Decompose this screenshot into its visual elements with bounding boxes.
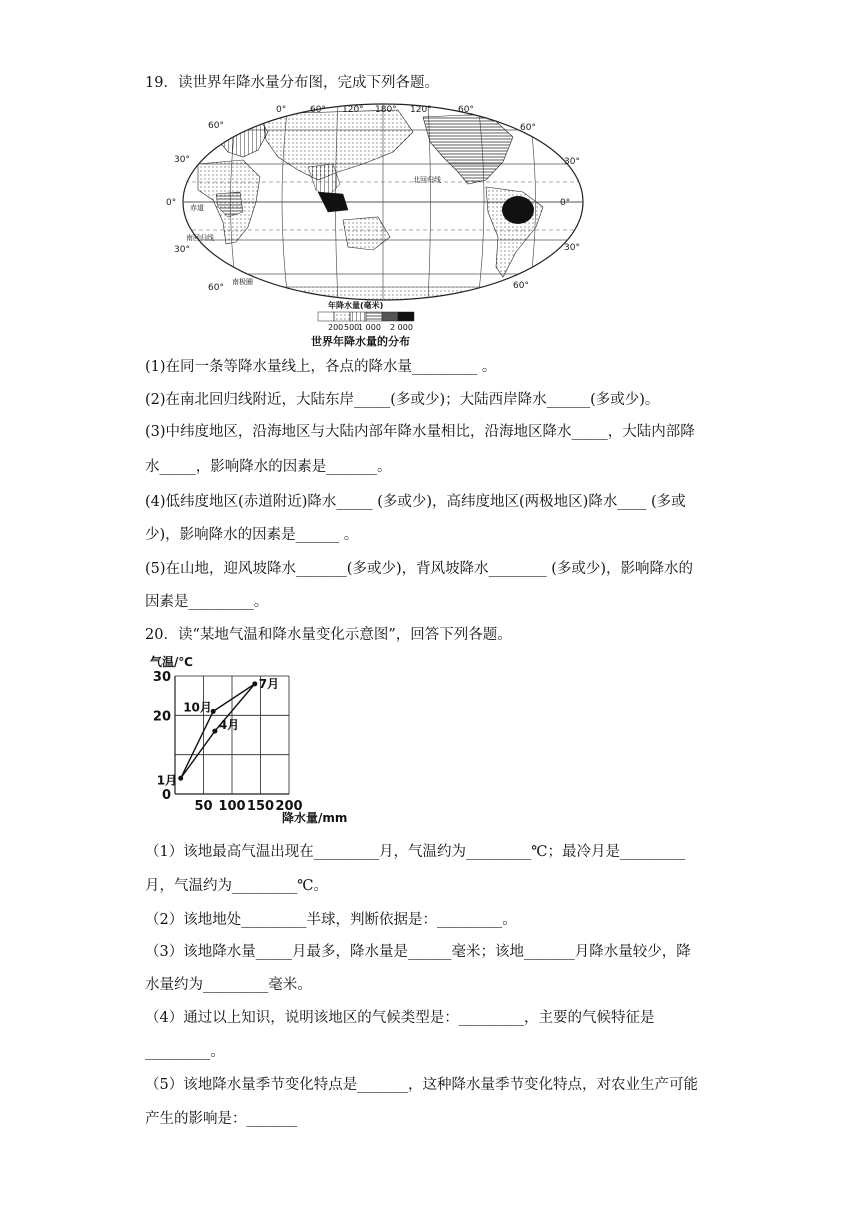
month-point — [252, 681, 257, 686]
svg-text:60°: 60° — [513, 281, 529, 291]
svg-text:60°: 60° — [310, 105, 326, 115]
y-tick-label: 20 — [152, 709, 171, 725]
svg-text:30°: 30° — [564, 157, 580, 167]
svg-text:2 000: 2 000 — [390, 323, 413, 332]
svg-text:120°: 120° — [410, 105, 432, 115]
temp-precip-chart — [145, 652, 365, 828]
svg-text:180°: 180° — [375, 105, 397, 115]
south-tropic-label: 南回归线 — [186, 234, 214, 242]
map-svg — [168, 102, 588, 347]
q19-question-2: (2)在南北回归线附近，大陆东岸_____(多或少)；大陆西岸降水______(多或少)。 — [145, 392, 660, 408]
legend-title: 年降水量(毫米) — [328, 301, 384, 310]
q19-title: 19．读世界年降水量分布图，完成下列各题。 — [145, 75, 439, 91]
svg-text:60°: 60° — [520, 123, 536, 133]
q19-question-1: (1)在同一条等降水量线上，各点的降水量_________ 。 — [145, 359, 497, 375]
q20-question-3a: （3）该地降水量_____月最多，降水量是______毫米；该地_______月降水量较少，降 — [145, 944, 691, 960]
y-tick-label: 0 — [161, 788, 171, 803]
svg-text:0°: 0° — [276, 105, 287, 115]
svg-text:30°: 30° — [174, 155, 190, 165]
map-caption: 世界年降水量的分布 — [311, 335, 410, 348]
q20-question-4b: _________。 — [145, 1044, 225, 1060]
chart-grid — [175, 676, 289, 794]
y-tick-label: 30 — [152, 670, 171, 685]
svg-text:120°: 120° — [342, 105, 364, 115]
month-label: 10月 — [183, 700, 212, 715]
x-axis-label: 降水量/mm — [282, 811, 348, 825]
legend-values — [328, 323, 413, 332]
svg-text:60°: 60° — [458, 105, 474, 115]
equator-label: 赤道 — [190, 204, 204, 212]
x-tick-label: 200 — [275, 799, 303, 814]
q19-question-5a: (5)在山地，迎风坡降水_______(多或少)，背风坡降水________ (多或少)，影响降水的 — [145, 561, 694, 577]
q19-question-4b: 少)，影响降水的因素是______ 。 — [145, 527, 359, 543]
month-path-line — [181, 684, 255, 778]
svg-text:60°: 60° — [208, 283, 224, 293]
q20-question-5a: （5）该地降水量季节变化特点是_______，这种降水量季节变化特点，对农业生产可能 — [145, 1077, 698, 1093]
q20-title: 20．读“某地气温和降水量变化示意图”，回答下列各题。 — [145, 627, 512, 643]
chart-path — [181, 684, 255, 778]
x-tick-label: 150 — [246, 799, 275, 814]
q19-question-4a: (4)低纬度地区(赤道附近)降水_____ (多或少)，高纬度地区(两极地区)降水____ (多或 — [145, 494, 686, 510]
q20-question-5b: 产生的影响是：_______ — [145, 1111, 298, 1127]
q20-question-4a: （4）通过以上知识，说明该地区的气候类型是：_________，主要的气候特征是 — [145, 1010, 655, 1026]
svg-text:500: 500 — [344, 323, 360, 332]
svg-text:200: 200 — [328, 323, 344, 332]
precip-legend — [318, 312, 414, 321]
svg-text:60°: 60° — [208, 121, 224, 131]
q19-question-5b: 因素是_________。 — [145, 594, 269, 610]
q19-question-3a: (3)中纬度地区，沿海地区与大陆内部年降水量相比，沿海地区降水_____，大陆内部降 — [145, 424, 695, 440]
x-tick-label: 50 — [194, 799, 213, 814]
q20-question-2: （2）该地地处_________半球，判断依据是：_________。 — [145, 912, 517, 928]
svg-text:30°: 30° — [174, 245, 190, 255]
q20-question-1a: （1）该地最高气温出现在_________月，气温约为_________℃；最冷月是_________ — [145, 844, 686, 860]
month-point — [212, 729, 217, 734]
month-label: 1月 — [156, 773, 178, 788]
month-label: 7月 — [258, 676, 280, 691]
antarctic-label: 南极圈 — [232, 278, 253, 286]
q20-question-3b: 水量约为_________毫米。 — [145, 977, 312, 993]
q20-question-1b: 月，气温约为_________℃。 — [145, 878, 328, 894]
world-precipitation-map — [168, 102, 588, 347]
month-point — [178, 776, 183, 781]
chart-svg — [145, 652, 365, 828]
svg-text:0°: 0° — [166, 198, 177, 208]
y-axis-label: 气温/℃ — [150, 655, 193, 669]
svg-text:0°: 0° — [560, 198, 571, 208]
svg-text:30°: 30° — [564, 243, 580, 253]
x-tick-label: 100 — [218, 799, 246, 814]
north-tropic-label: 北回归线 — [413, 176, 441, 184]
q19-question-3b: 水_____，影响降水的因素是_______。 — [145, 459, 392, 475]
svg-text:1 000: 1 000 — [358, 323, 381, 332]
month-label: 4月 — [218, 718, 240, 733]
